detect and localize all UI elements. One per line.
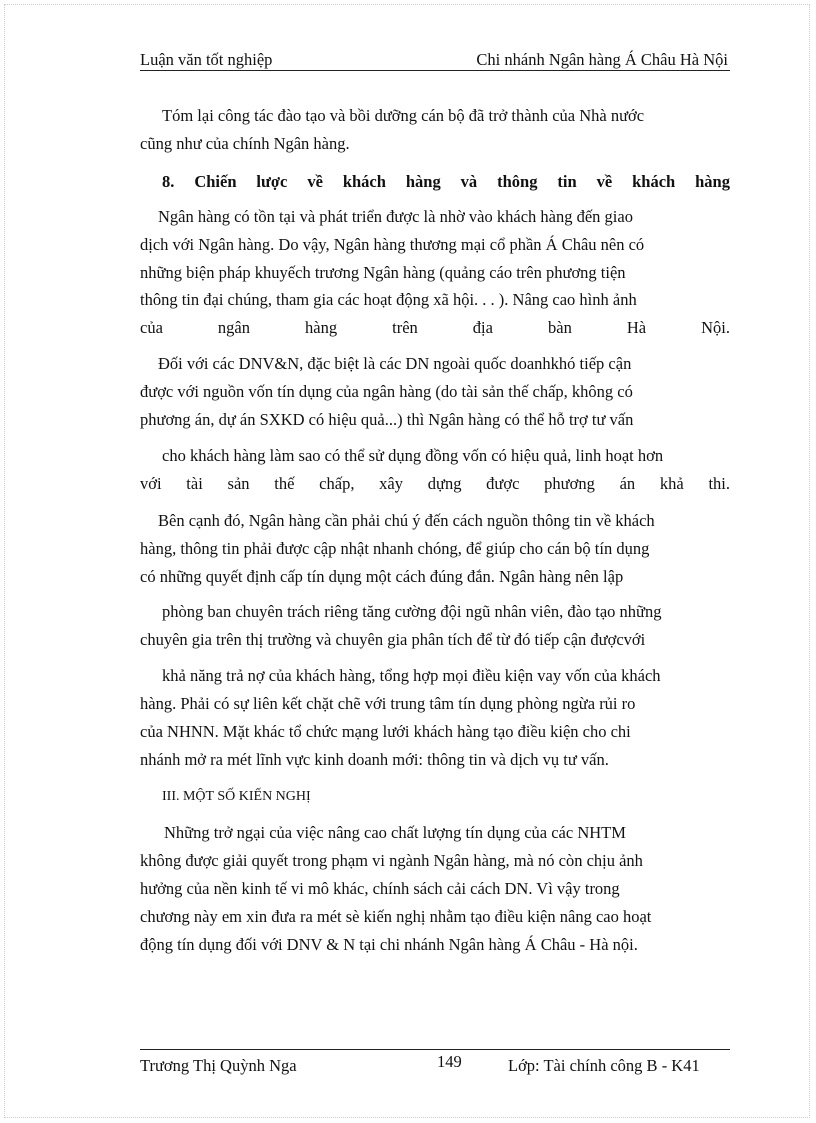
body-line-11: phương án, dự án SXKD có hiệu quả...) thì Ngân hàng có thể hỗ trợ tư vấn [140, 410, 634, 429]
body-line-18: chuyên gia trên thị trường và chuyên gia phân tích để từ đó tiếp cận đượcvới [140, 630, 646, 649]
body-line-14: Bên cạnh đó, Ngân hàng cần phải chú ý đến cách nguồn thông tin về khách [158, 511, 655, 530]
header-branch-name: Chi nhánh Ngân hàng Á Châu Hà Nội [476, 50, 728, 69]
body-line-27: chương này em xin đưa ra mét sè kiến nghị nhằm tạo điều kiện nâng cao hoạt [140, 907, 652, 926]
header-thesis-label: Luận văn tốt nghiệp [140, 50, 273, 69]
page-header [140, 48, 730, 71]
footer-author: Trương Thị Quỳnh Nga [140, 1056, 297, 1075]
section-heading-iii: III. MỘT SỐ KIẾN NGHỊ [162, 789, 311, 804]
body-line-17: phòng ban chuyên trách riêng tăng cường đội ngũ nhân viên, đào tạo những [162, 602, 662, 621]
body-line-5: dịch với Ngân hàng. Do vậy, Ngân hàng thương mại cổ phần Á Châu nên có [140, 235, 645, 254]
body-line-2: cũng như của chính Ngân hàng. [140, 134, 350, 153]
body-line-9: Đối với các DNV&N, đặc biệt là các DN ngoài quốc doanhkhó tiếp cận [158, 354, 632, 373]
footer-rule [140, 1049, 730, 1050]
body-line-7: thông tin đại chúng, tham gia các hoạt động xã hội. . . ). Nâng cao hình ảnh [140, 290, 637, 309]
footer-class-info: Lớp: Tài chính công B - K41 [508, 1056, 700, 1075]
body-line-24: Những trở ngại của việc nâng cao chất lượng tín dụng của các NHTM [164, 823, 626, 842]
body-line-12: cho khách hàng làm sao có thể sử dụng đồng vốn có hiệu quả, linh hoạt hơn [162, 446, 664, 465]
body-line-25: không được giải quyết trong phạm vi ngành Ngân hàng, mà nó còn chịu ảnh [140, 851, 643, 870]
body-line-6: những biện pháp khuyếch trương Ngân hàng (quảng cáo trên phương tiện [140, 263, 626, 282]
body-line-19: khả năng trả nợ của khách hàng, tổng hợp mọi điều kiện vay vốn của khách [162, 666, 661, 685]
section-heading-8: 8. Chiến lược về khách hàng và thông tin về khách hàng [162, 172, 730, 191]
footer-page-number: 149 [437, 1052, 462, 1071]
body-line-16: có những quyết định cấp tín dụng một cách đúng đắn. Ngân hàng nên lập [140, 567, 624, 586]
body-line-13: với tài sản thế chấp, xây dựng được phương án khả thi. [140, 474, 730, 493]
body-line-26: hưởng của nền kinh tế vi mô khác, chính sách cải cách DN. Vì vậy trong [140, 879, 620, 898]
body-line-22: nhánh mở ra mét lĩnh vực kinh doanh mới: thông tin và dịch vụ tư vấn. [140, 750, 609, 769]
body-line-15: hàng, thông tin phải được cập nhật nhanh chóng, để giúp cho cán bộ tín dụng [140, 539, 650, 558]
body-line-20: hàng. Phải có sự liên kết chặt chẽ với trung tâm tín dụng phòng ngừa rủi ro [140, 694, 636, 713]
body-line-8: của ngân hàng trên địa bàn Hà Nội. [140, 318, 730, 337]
body-line-21: của NHNN. Mặt khác tổ chức mạng lưới khách hàng tạo điều kiện cho chi [140, 722, 631, 741]
body-line-1: Tóm lại công tác đào tạo và bồi dưỡng cán bộ đã trở thành của Nhà nước [162, 106, 645, 125]
body-line-28: động tín dụng đối với DNV & N tại chi nhánh Ngân hàng Á Châu - Hà nội. [140, 935, 638, 954]
body-line-10: được với nguồn vốn tín dụng của ngân hàng (do tài sản thế chấp, không có [140, 382, 633, 401]
body-line-4: Ngân hàng có tồn tại và phát triển được là nhờ vào khách hàng đến giao [158, 207, 633, 226]
